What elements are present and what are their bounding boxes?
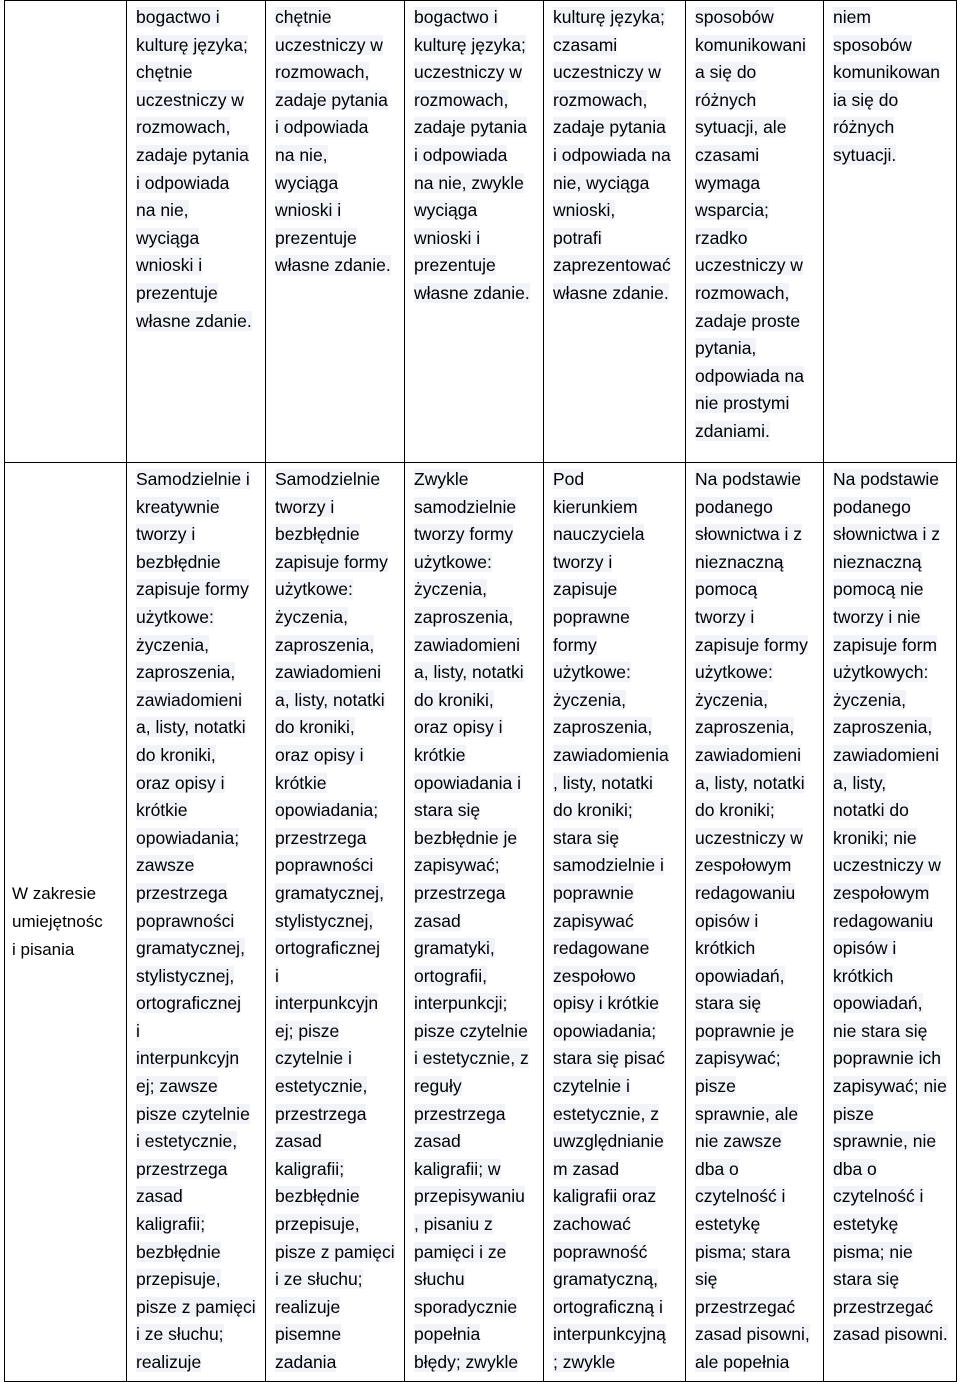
grade-cell-5	[266, 463, 405, 1382]
criteria-text: chętnie uczestniczy w rozmowach, zadaje pytania i odpowiada na nie, wyciąga wnioski i prezentuje własne zdanie.	[275, 7, 391, 276]
criteria-text: Samodzielnie tworzy i bezbłędnie zapisuje formy użytkowe: życzenia, zaproszenia, zawiadomieni a, listy, notatki do kroniki, oraz opisy i krótkie opowiadania; przestrzega poprawności gramatycznej, stylistycznej, ortograficznej i interpunkcyjn ej; pisze czytelnie i estetycznie, przestrzega zasad kaligrafii; bezbłędnie przepisuje, pisze z pamięci i ze słuchu; realizuje pisemne zadania	[275, 469, 395, 1372]
criteria-text: kulturę języka; czasami uczestniczy w rozmowach, zadaje pytania i odpowiada na nie, wyciąga wnioski, potrafi zaprezentować własne zdanie.	[553, 7, 671, 303]
criteria-text: niem sposobów komunikowan ia się do różnych sytuacji.	[833, 7, 940, 165]
table-row	[5, 1, 957, 463]
grading-criteria-table	[4, 0, 957, 1382]
criteria-text: bogactwo i kulturę języka; uczestniczy w rozmowach, zadaje pytania i odpowiada na nie, zwykle wyciąga wnioski i prezentuje własne zdanie.	[414, 7, 530, 303]
grade-cell-6	[127, 1, 266, 463]
criteria-text: Samodzielnie i kreatywnie tworzy i bezbłędnie zapisuje formy użytkowe: życzenia, zaproszenia, zawiadomieni a, listy, notatki do kroniki, oraz opisy i krótkie opowiadania; zawsze przestrzega poprawności gramatycznej, stylistycznej, ortograficznej i interpunkcyjn ej; zawsze pisze czytelnie i estetycznie, przestrzega zasad kaligrafii; bezbłędnie przepisuje, pisze z pamięci i ze słuchu; realizuje	[136, 469, 256, 1372]
grade-cell-3	[544, 1, 686, 463]
criteria-text: Pod kierunkiem nauczyciela tworzy i zapisuje poprawne formy użytkowe: życzenia, zaproszenia, zawiadomienia , listy, notatki do kroniki; stara się samodzielnie i poprawnie zapisywać redagowane zespołowo opisy i krótkie opowiadania; stara się pisać czytelnie i estetycznie, z uwzględnianie m zasad kaligrafii oraz zachować poprawność gramatyczną, ortograficzną i interpunkcyjną ; zwykle	[553, 469, 669, 1372]
grade-cell-4	[405, 463, 544, 1382]
criteria-text: bogactwo i kulturę języka; chętnie uczestniczy w rozmowach, zadaje pytania i odpowiada na nie, wyciąga wnioski i prezentuje własne zdanie.	[136, 7, 252, 331]
skill-area-cell	[5, 1, 127, 463]
grade-cell-2	[686, 463, 824, 1382]
criteria-text: sposobów komunikowani a się do różnych sytuacji, ale czasami wymaga wsparcia; rzadko uczestniczy w rozmowach, zadaje proste pytania, odpowiada na nie prostymi zdaniami.	[695, 7, 806, 441]
grade-cell-5	[266, 1, 405, 463]
skill-area-cell	[5, 463, 127, 1382]
table-row	[5, 463, 957, 1382]
criteria-text: Na podstawie podanego słownictwa i z nieznaczną pomocą tworzy i zapisuje formy użytkowe: życzenia, zaproszenia, zawiadomieni a, listy, notatki do kroniki; uczestniczy w zespołowym redagowaniu opisów i krótkich opowiadań, stara się poprawnie je zapisywać; pisze sprawnie, ale nie zawsze dba o czytelność i estetykę pisma; stara się przestrzegać zasad pisowni, ale popełnia	[695, 469, 810, 1372]
criteria-text: Na podstawie podanego słownictwa i z nieznaczną pomocą nie tworzy i nie zapisuje form użytkowych: życzenia, zaproszenia, zawiadomieni a, listy, notatki do kroniki; nie uczestniczy w zespołowym redagowaniu opisów i krótkich opowiadań, nie stara się poprawnie ich zapisywać; nie pisze sprawnie, nie dba o czytelność i estetykę pisma; nie stara się przestrzegać zasad pisowni.	[833, 469, 948, 1345]
grade-cell-1	[824, 1, 957, 463]
grade-cell-6	[127, 463, 266, 1382]
grade-cell-3	[544, 463, 686, 1382]
grade-cell-2	[686, 1, 824, 463]
skill-area-label: W zakresie umiejętnośc i pisania	[12, 884, 103, 959]
grade-cell-4	[405, 1, 544, 463]
criteria-text: Zwykle samodzielnie tworzy formy użytkowe: życzenia, zaproszenia, zawiadomieni a, listy, notatki do kroniki, oraz opisy i krótkie opowiadania i stara się bezbłędnie je zapisywać; przestrzega zasad gramatyki, ortografii, interpunkcji; pisze czytelnie i estetycznie, z reguły przestrzega zasad kaligrafii; w przepisywaniu , pisaniu z pamięci i ze słuchu sporadycznie popełnia błędy; zwykle	[414, 469, 529, 1372]
grade-cell-1	[824, 463, 957, 1382]
